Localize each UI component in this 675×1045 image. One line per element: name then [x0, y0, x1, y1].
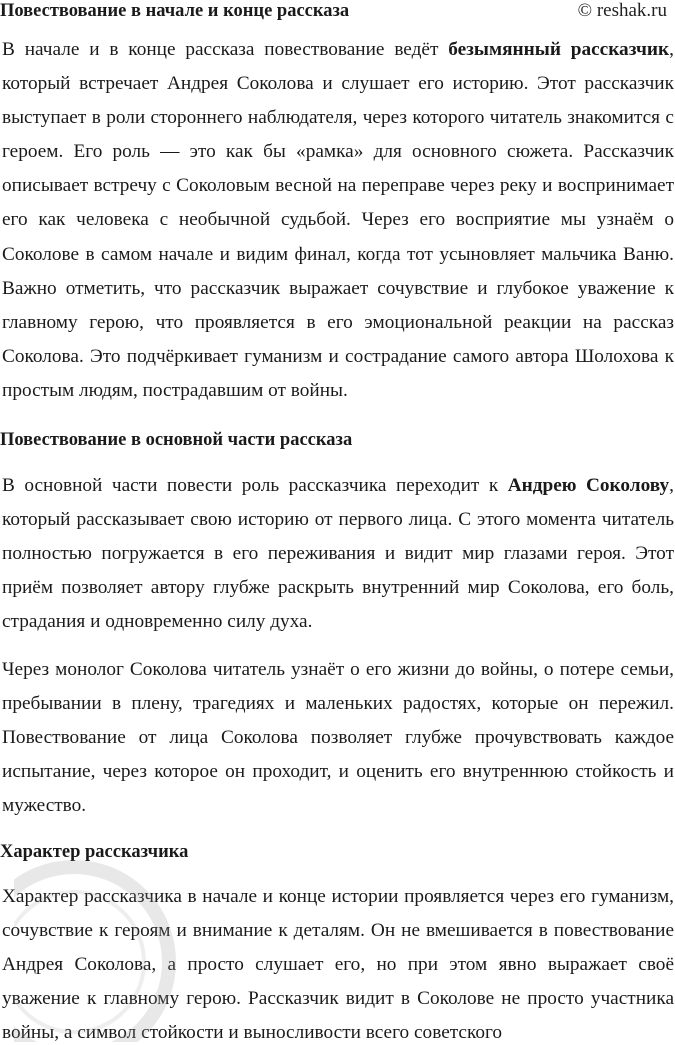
- paragraph-1: [2, 33, 674, 408]
- paragraph-1-text-start: В начале и в конце рассказа повествование ведёт: [2, 39, 449, 60]
- paragraph-2-text-start: В основной части повести роль рассказчика переходит к: [2, 475, 508, 496]
- paragraph-2-bold: Андрею Соколову: [507, 475, 670, 496]
- paragraph-3: [2, 653, 674, 823]
- section-heading-3: Характер рассказчика: [0, 842, 189, 862]
- paragraph-1-bold: безымянный рассказчик: [448, 39, 670, 60]
- paragraph-2-text-end: , который рассказывает свою историю от первого лица. С этого момента читатель полностью погружается в его переживания и видит мир глазами героя. Этот приём позволяет автору глубже раскрыть внутренний мир Соколова, его боль, страдания и одновременно силу духа.: [2, 475, 674, 633]
- paragraph-2: [2, 469, 674, 639]
- watermark-text: © reshak.ru: [577, 0, 667, 21]
- paragraph-3-text: Через монолог Соколова читатель узнаёт о его жизни до войны, о потере семьи, пребывании в плену, трагедиях и маленьких радостях, которые он пережил. Повествование от лица Соколова позволяет глубже прочувствовать каждое испытание, через которое он проходит, и оценить его внутреннюю стойкость и мужество.: [2, 659, 674, 817]
- paragraph-1-text-end: , который встречает Андрея Соколова и слушает его историю. Этот рассказчик выступает в роли стороннего наблюдателя, через которого читатель знакомится с героем. Его роль — это как бы «рамка» для основного сюжета. Рассказчик описывает встречу с Соколовым весной на переправе через реку и воспринимает его как человека с необычной судьбой. Через его восприятие мы узнаём о Соколове в самом начале и видим финал, когда тот усыновляет мальчика Ваню. Важно отметить, что рассказчик выражает сочувствие и глубокое уважение к главному герою, что проявляется в его эмоциональной реакции на рассказ Соколова. Это подчёркивает гуманизм и сострадание самого автора Шолохова к простым людям, пострадавшим от войны.: [2, 39, 674, 401]
- section-heading-2: Повествование в основной части рассказа: [0, 430, 353, 450]
- paragraph-4-text: Характер рассказчика в начале и конце истории проявляется через его гуманизм, сочувствие к героям и внимание к деталям. Он не вмешивается в повествование Андрея Соколова, а просто слушает его, но при этом явно выражает своё уважение к главному герою. Рассказчик видит в Соколове не просто участника войны, а символ стойкости и выносливости всего советского: [2, 886, 674, 1044]
- section-heading-1: Повествование в начале и конце рассказа: [0, 1, 350, 21]
- paragraph-4: [2, 880, 674, 1045]
